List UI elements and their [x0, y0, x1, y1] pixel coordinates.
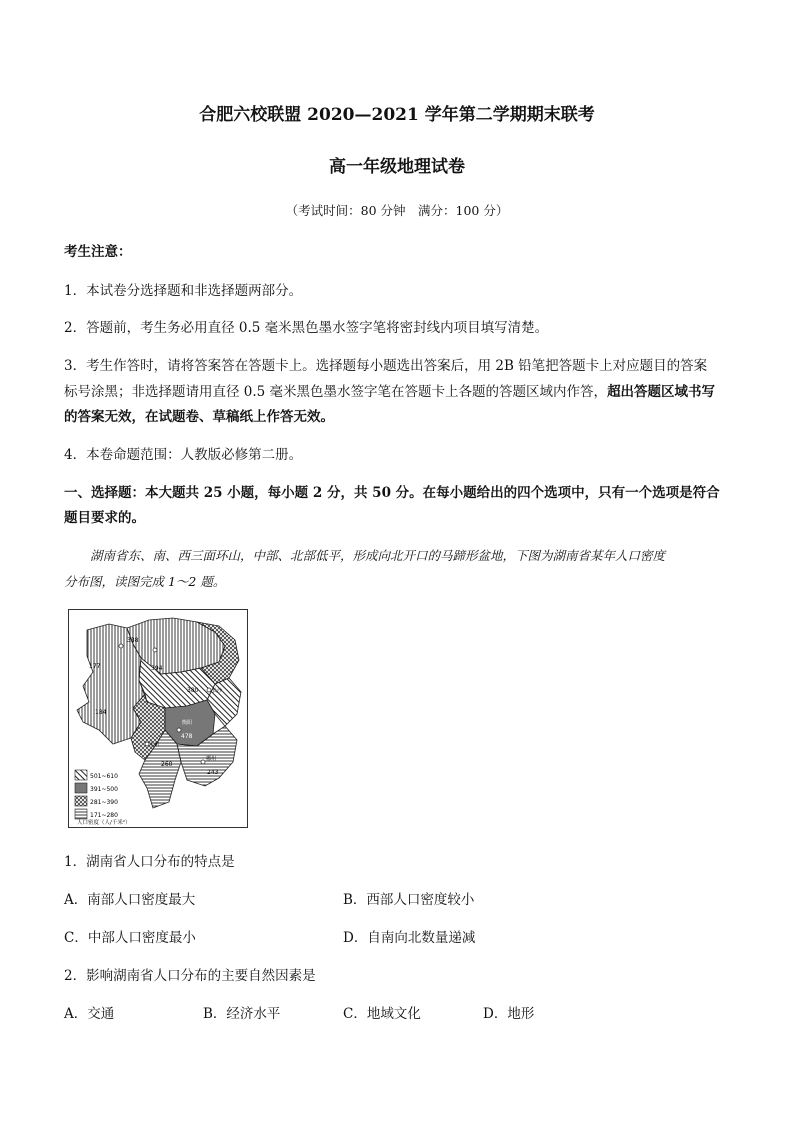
map-label-380: 380 [187, 687, 199, 694]
map-label-260: 260 [161, 761, 173, 768]
question-2-stem: 2．影响湖南省人口分布的主要自然因素是 [64, 968, 316, 984]
notice-item-3-plain: 标号涂黑；非选择题请用直径 0.5 毫米黑色墨水签字笔在答题卡上各题的答题区域内作答， [64, 384, 608, 400]
question-2-option-b[interactable]: B．经济水平 [203, 1006, 281, 1022]
legend-title: 人口密度（人/千米²） [77, 820, 131, 826]
map-label-yongzhou: 永州 [149, 742, 160, 748]
question-1-option-c[interactable]: C．中部人口密度最小 [64, 930, 196, 946]
question-2-option-a[interactable]: A．交通 [64, 1006, 115, 1022]
population-density-map [68, 609, 248, 828]
notice-heading: 考生注意： [64, 244, 132, 260]
map-label-338: 338 [127, 637, 139, 644]
exam-info: （考试时间：80 分钟 满分：100 分） [285, 203, 509, 218]
notice-item-3-line-2 [64, 380, 715, 400]
exam-title: 合肥六校联盟 2020—2021 学年第二学期期末联考 [199, 105, 595, 125]
legend-501-610: 501~610 [90, 773, 118, 780]
legend-391-500: 391~500 [90, 786, 118, 793]
question-1-stem: 1．湖南省人口分布的特点是 [64, 854, 235, 870]
map-label-243: 243 [207, 769, 219, 776]
question-2-option-d[interactable]: D．地形 [483, 1006, 535, 1022]
question-2-option-c[interactable]: C．地域文化 [343, 1006, 421, 1022]
map-legend [75, 770, 131, 826]
map-label-184: 184 [95, 709, 107, 716]
legend-281-390: 281~390 [90, 799, 118, 806]
passage-line-1: 湖南省东、南、西三面环山，中部、北部低平，形成向北开口的马蹄形盆地，下图为湖南省某年人口密度 [90, 548, 666, 563]
passage-line-2: 分布图，读图完成 1～2 题。 [64, 574, 226, 589]
notice-item-3-line-1: 3．考生作答时，请将答案答在答题卡上。选择题每小题选出答案后，用 2B 铅笔把答题卡上对应题目的答案 [64, 358, 708, 374]
notice-item-2: 2．答题前，考生务必用直径 0.5 毫米黑色墨水签字笔将密封线内项目填写清楚。 [64, 320, 549, 336]
question-1-option-a[interactable]: A．南部人口密度最大 [64, 892, 196, 908]
notice-item-1: 1．本试卷分选择题和非选择题两部分。 [64, 283, 303, 299]
map-label-177: 177 [89, 663, 101, 670]
map-label-changsha: 长沙 [212, 688, 223, 694]
legend-171-280: 171~280 [90, 812, 118, 819]
section-heading-line-1: 一、选择题：本大题共 25 小题，每小题 2 分，共 50 分。在每小题给出的四个选项中，只有一个选项是符合 [64, 485, 720, 501]
notice-item-4: 4．本卷命题范围：人教版必修第二册。 [64, 447, 303, 463]
question-1-option-b[interactable]: B．西部人口密度较小 [343, 892, 475, 908]
notice-item-3-bold: 超出答题区域书写 [607, 384, 716, 400]
map-label-394: 394 [151, 665, 163, 672]
notice-item-3-line-3: 的答案无效，在试题卷、草稿纸上作答无效。 [64, 409, 334, 425]
exam-subtitle: 高一年级地理试卷 [329, 157, 465, 177]
map-label-478: 478 [181, 733, 193, 740]
section-heading-line-2: 题目要求的。 [64, 510, 145, 526]
map-label-hengyang: 衡阳 [182, 720, 193, 726]
map-label-chenzhou: 郴州 [206, 756, 217, 762]
question-1-option-d[interactable]: D．自南向北数量递减 [343, 930, 476, 946]
